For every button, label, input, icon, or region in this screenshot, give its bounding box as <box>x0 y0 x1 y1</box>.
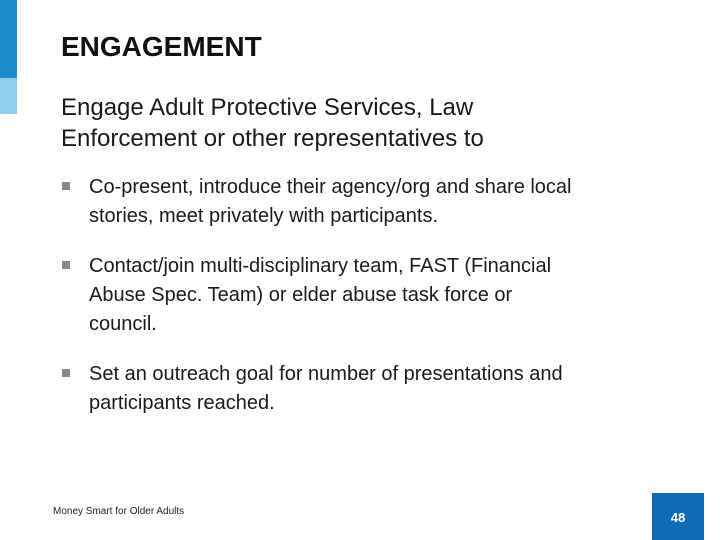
bullet-line: participants reached. <box>89 392 275 414</box>
intro-line: Engage Adult Protective Services, Law <box>61 94 474 121</box>
square-bullet-icon <box>62 369 70 377</box>
bullet-line: Abuse Spec. Team) or elder abuse task force or <box>89 284 513 306</box>
bullet-item <box>61 360 701 418</box>
accent-bar-top <box>0 0 17 78</box>
accent-bar-light <box>0 78 17 114</box>
square-bullet-icon <box>62 182 70 190</box>
bullet-item <box>61 252 701 339</box>
intro-line: Enforcement or other representatives to <box>61 125 484 152</box>
footer-text: Money Smart for Older Adults <box>53 506 185 517</box>
bullet-line: stories, meet privately with participants. <box>89 205 439 227</box>
square-bullet-icon <box>62 261 70 269</box>
slide-intro <box>61 92 681 154</box>
page-number: 48 <box>670 510 686 525</box>
page-number-box <box>652 493 704 540</box>
bullet-line: Co-present, introduce their agency/org and share local <box>89 176 572 198</box>
bullet-line: Contact/join multi-disciplinary team, FAST (Financial <box>89 255 552 277</box>
bullet-item <box>61 173 701 231</box>
slide-title: ENGAGEMENT <box>61 31 262 62</box>
bullet-line: council. <box>89 313 157 335</box>
bullet-line: Set an outreach goal for number of presentations and <box>89 363 563 385</box>
bullet-list <box>61 173 701 439</box>
